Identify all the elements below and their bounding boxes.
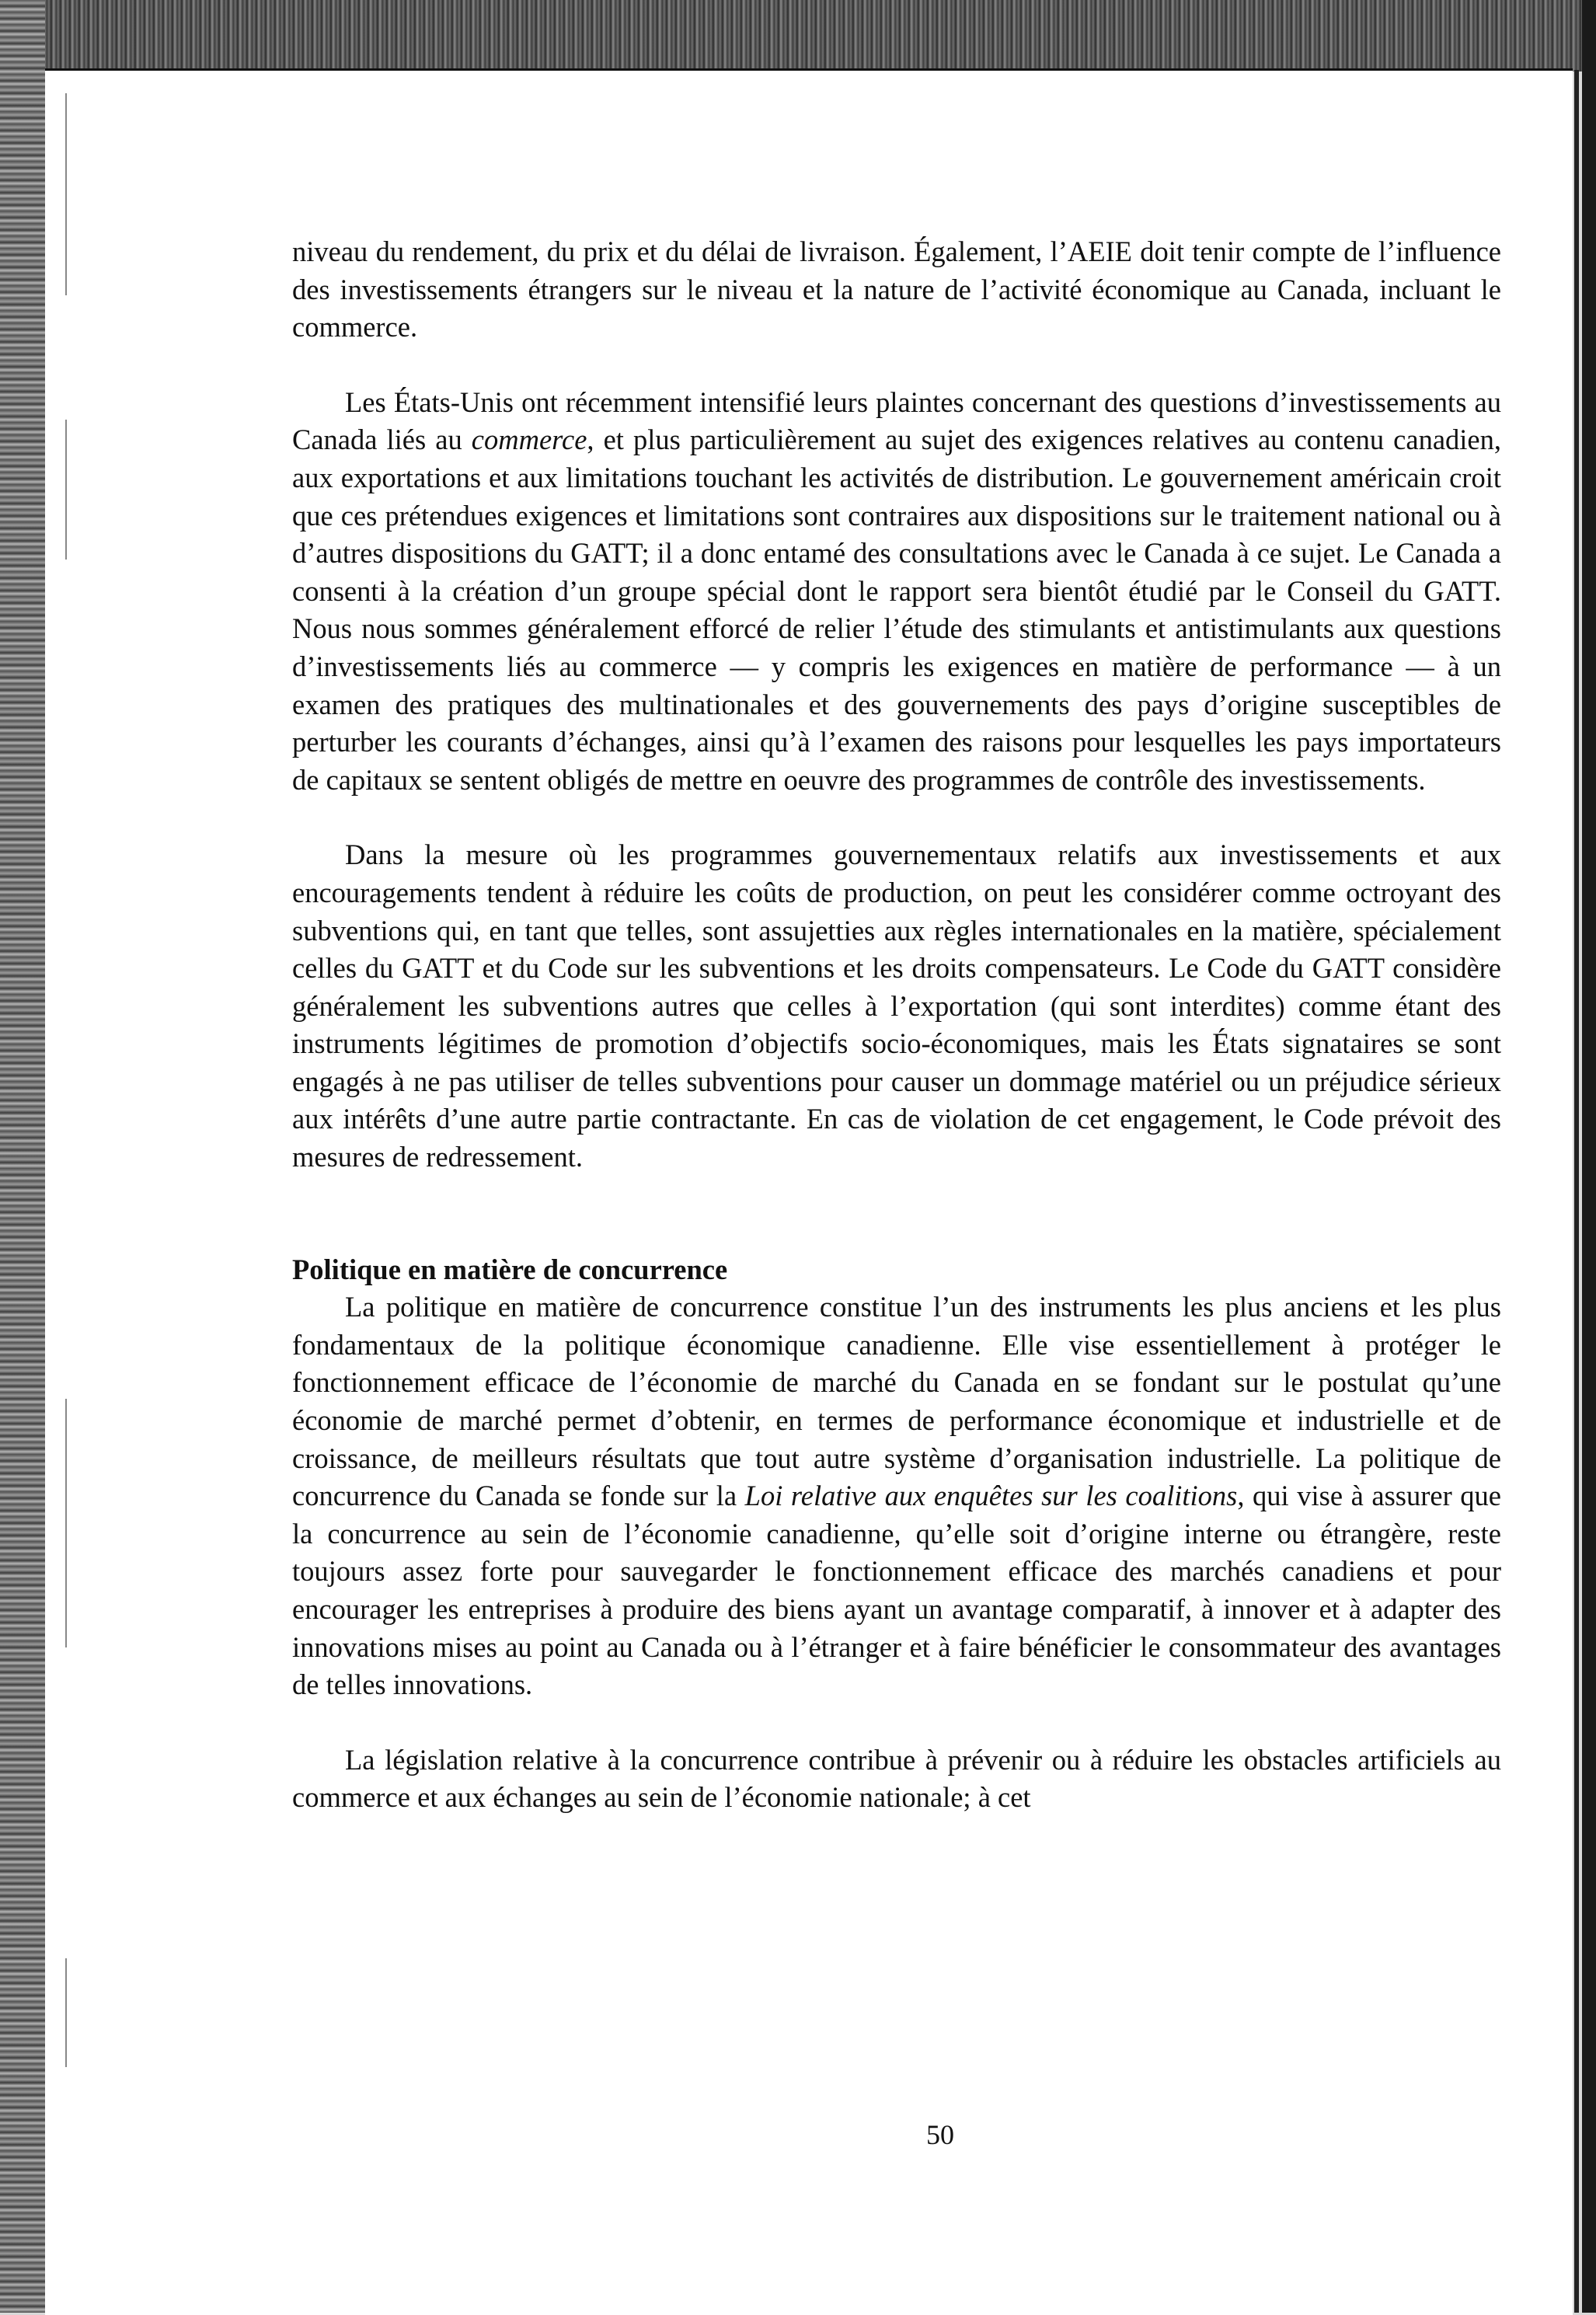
scan-border-top (0, 0, 1596, 71)
emphasis-law-title: Loi relative aux enquêtes sur les coalitions (744, 1480, 1238, 1512)
paragraph-2: Les États-Unis ont récemment intensifié leurs plaintes concernant des questions d’investissements au Canada liés au commerce, et plus particulièrement au sujet des exigences relatives au contenu canadien, aux exportations et aux limitations touchant les activités de distribution. Le gouvernement américain croit que ces prétendues exigences et limitations sont contraires aux dispositions sur le traitement national ou à d’autres dispositions du GATT; il a donc entamé des consultations avec le Canada à ce sujet. Le Canada a consenti à la création d’un groupe spécial dont le rapport sera bientôt étudié par le Conseil du GATT. Nous nous sommes généralement efforcé de relier l’étude des stimulants et antistimulants aux questions d’investissements liés au commerce — y compris les exigences en matière de performance — à un examen des pratiques des multinationales et des gouvernements des pays d’origine susceptibles de perturber les courants d’échanges, ainsi qu’à l’examen des raisons pour lesquelles les pays importateurs de capitaux se sentent obligés de mettre en oeuvre des programmes de contrôle des investissements. (292, 385, 1501, 796)
paragraph-5: La législation relative à la concurrence contribue à prévenir ou à réduire les obstacles artificiels au commerce et aux échanges au sein de l’économie nationale; à cet (292, 1743, 1501, 1814)
page-number: 50 (926, 2119, 954, 2150)
paragraph-1: niveau du rendement, du prix et du délai de livraison. Également, l’AEIE doit tenir compte de l’influence des investissements étrangers sur le niveau et la nature de l’activité économique au Canada, incluant le commerce. (292, 235, 1501, 343)
section-heading: Politique en matière de concurrence (292, 1253, 728, 1285)
scan-border-left (0, 0, 45, 2313)
paragraph-4: La politique en matière de concurrence constitue l’un des instruments les plus anciens et les plus fondamentaux de la politique économique canadienne. Elle vise essentiellement à protéger le fonctionnement efficace de l’économie de marché du Canada en se fondant sur le postulat qu’une économie de marché permet d’obtenir, en termes de performance économique et industrielle et de croissance, de meilleurs résultats que tout autre système d’organisation industrielle. La politique de concurrence du Canada se fonde sur la Loi relative aux enquêtes sur les coalitions, qui vise à assurer que la concurrence au sein de l’économie canadienne, qu’elle soit d’origine interne ou étrangère, reste toujours assez forte pour sauvegarder le fonctionnement efficace des marchés canadiens et pour encourager les entreprises à produire des biens ayant un avantage comparatif, à innover et à adapter des innovations mises au point au Canada ou à l’étranger et à faire bénéficier le consommateur des avantages de telles innovations. (292, 1291, 1501, 1701)
emphasis-commerce: commerce (471, 424, 587, 456)
page-edge (1574, 70, 1579, 2313)
paragraph-3: Dans la mesure où les programmes gouvernementaux relatifs aux investissements et aux encouragements tendent à réduire les coûts de production, on peut les considérer comme octroyant des subventions qui, en tant que telles, sont assujetties aux règles internationales en la matière, spécialement celles du GATT et du Code sur les subventions et les droits compensateurs. Le Code du GATT considère généralement les subventions autres que celles à l’exportation (qui sont interdites) comme étant des instruments légitimes de promotion d’objectifs socio-économiques, mais les États signataires se sont engagés à ne pas utiliser de telles subventions pour causer un dommage matériel ou un préjudice sérieux aux intérêts d’une autre partie contractante. En cas de violation de cet engagement, le Code prévoit des mesures de redressement. (292, 838, 1501, 1173)
document-body (292, 233, 1501, 1817)
margin-marks (50, 93, 81, 2269)
scan-border-right (1582, 0, 1596, 2313)
